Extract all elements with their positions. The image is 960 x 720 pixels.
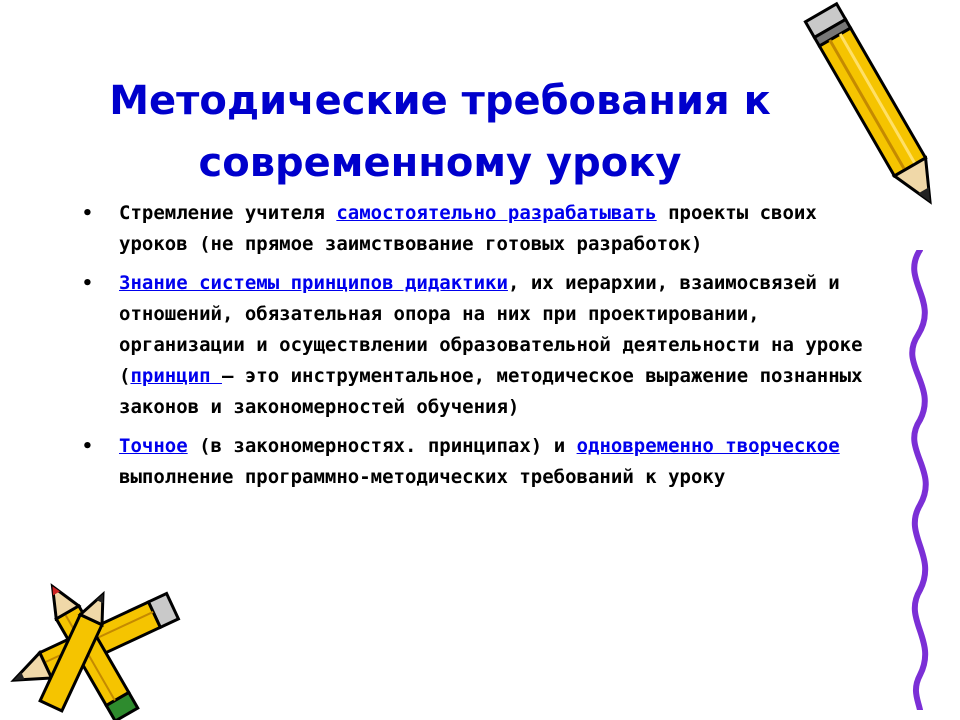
list-item [78,198,878,260]
squiggle-line-icon [890,250,950,710]
list-item [78,431,878,493]
link-precise[interactable]: Точное [119,435,188,457]
link-didactics-principles[interactable]: Знание системы принципов дидактики [119,272,508,294]
bullet-icon: • [82,203,93,224]
bullet-text: (в закономерностях. принципах) и [187,435,577,457]
bullet-text: – это инструментальное, методическое выражение познанных законов и закономерностей обучения) [119,365,863,418]
bullet-text: проекты своих уроков (не прямое заимствование готовых разработок) [119,202,817,255]
bullet-text: , их иерархии, взаимосвязей и отношений, обязательная опора на них при проектировании, организации и осуществлении образовательной деятельности на уроке ( [119,272,863,387]
bullet-text: выполнение программно-методических требований к уроку [119,466,726,488]
bullet-text: Стремление учителя [119,202,337,224]
list-item [78,268,878,423]
link-self-development[interactable]: самостоятельно разрабатывать [336,202,657,224]
link-creative[interactable]: одновременно творческое [576,435,840,457]
title-line-1: Методические требования к [109,78,771,124]
pencil-icon [800,0,960,230]
title-line-2: современному уроку [198,140,682,186]
bullet-icon: • [82,273,93,294]
page-title [60,70,820,194]
bullet-icon: • [82,436,93,457]
crossed-pencils-icon [0,570,200,720]
link-principle[interactable]: принцип [130,365,222,387]
bullet-list [78,198,878,501]
